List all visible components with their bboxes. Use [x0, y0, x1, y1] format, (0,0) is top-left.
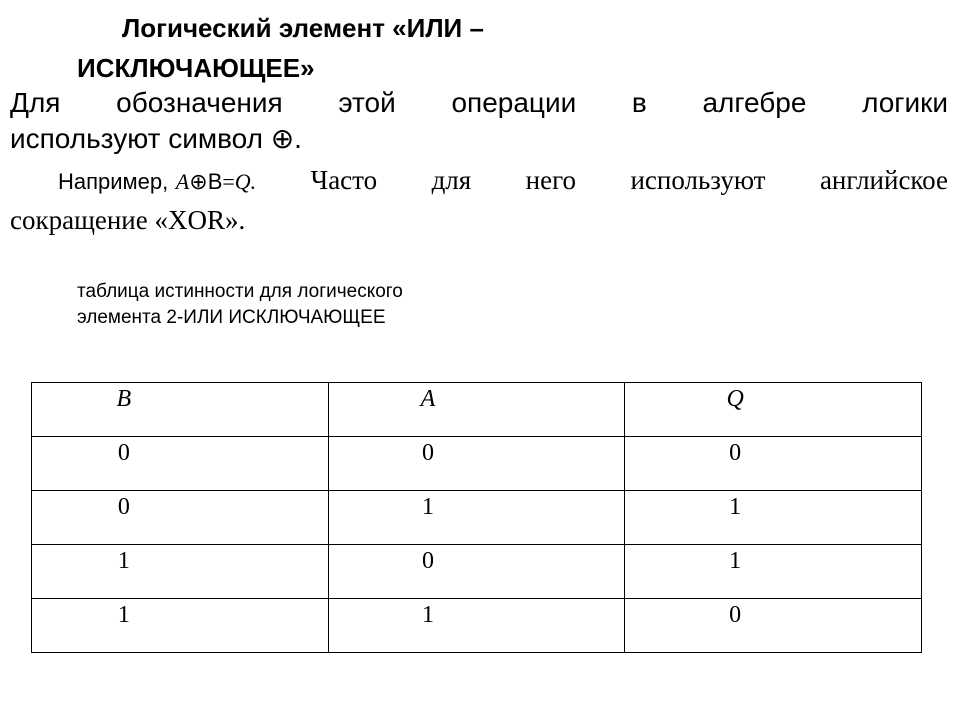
cell-value: 0	[421, 440, 434, 466]
slide-title-line-1: Логический элемент «ИЛИ –	[122, 13, 484, 43]
cell-value: 1	[729, 548, 742, 574]
example-lead-and-formula	[58, 160, 256, 202]
example-word: него	[525, 165, 576, 195]
cell-value: 0	[421, 548, 434, 574]
truth-table-header-row	[32, 383, 922, 437]
header-label: Q	[726, 386, 744, 412]
truth-table	[31, 382, 922, 653]
cell-value: 1	[117, 548, 130, 574]
table-cell	[625, 491, 922, 545]
example-word: Часто	[310, 165, 378, 195]
cell-value: 0	[117, 440, 130, 466]
header-label: A	[420, 386, 436, 412]
cell-value: 0	[117, 494, 130, 520]
table-caption	[77, 279, 403, 331]
example-line-2: сокращение «XOR».	[10, 205, 246, 235]
intro-word: алгебре	[702, 87, 807, 118]
intro-line-1	[10, 85, 948, 121]
table-caption-line-1: таблица истинности для логического	[77, 281, 403, 302]
formula-equals: =	[222, 169, 235, 194]
table-cell	[625, 545, 922, 599]
intro-word: операции	[451, 87, 577, 118]
xor-symbol: ⊕	[189, 169, 208, 194]
cell-value: 0	[729, 440, 742, 466]
intro-word: логики	[862, 87, 949, 118]
intro-line-2: используют символ ⊕.	[10, 123, 302, 154]
example-word: английское	[819, 165, 948, 195]
intro-word: в	[631, 87, 647, 118]
slide-title-line-2: ИСКЛЮЧАЮЩЕЕ»	[77, 53, 315, 83]
example-word: для	[431, 165, 472, 195]
cell-value: 1	[421, 602, 434, 628]
intro-word: этой	[338, 87, 396, 118]
table-row	[32, 599, 922, 653]
table-caption-line-2: элемента 2-ИЛИ ИСКЛЮЧАЮЩЕЕ	[77, 307, 386, 328]
intro-paragraph	[10, 85, 948, 157]
example-lead: Например,	[58, 169, 169, 194]
table-row	[32, 545, 922, 599]
formula-a: A	[175, 169, 190, 194]
example-word: используют	[630, 165, 766, 195]
cell-value: 1	[117, 602, 130, 628]
formula-b: B	[207, 169, 223, 194]
table-cell	[625, 599, 922, 653]
table-row	[32, 491, 922, 545]
formula-q: Q.	[234, 169, 257, 194]
example-line-1	[58, 160, 948, 202]
intro-word: обозначения	[116, 87, 283, 118]
table-row	[32, 437, 922, 491]
cell-value: 1	[421, 494, 434, 520]
cell-value: 1	[729, 494, 742, 520]
table-cell	[625, 437, 922, 491]
intro-word: Для	[10, 87, 61, 118]
header-cell-q	[625, 383, 922, 437]
cell-value: 0	[729, 602, 742, 628]
header-label: B	[116, 386, 132, 412]
